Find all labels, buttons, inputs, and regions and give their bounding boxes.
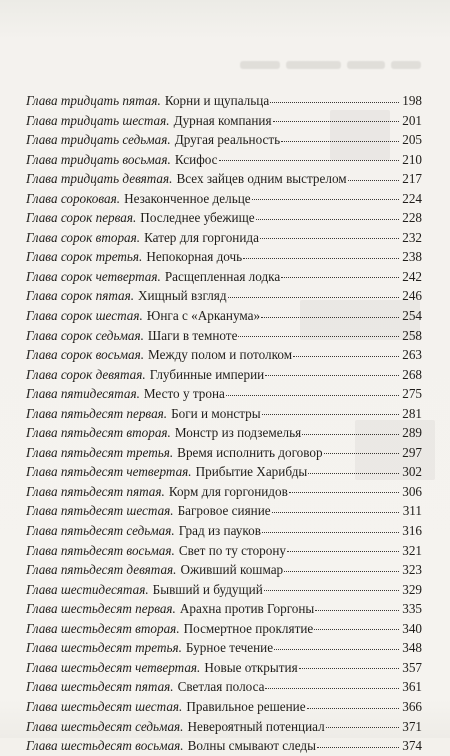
chapter-title: Время исполнить договор	[177, 444, 323, 460]
toc-entry	[26, 169, 422, 189]
toc-entry	[26, 619, 422, 639]
page-number: 329	[402, 581, 422, 597]
dot-leader	[264, 590, 399, 591]
page-number: 289	[402, 425, 422, 441]
chapter-title: Корм для горгонидов	[168, 483, 288, 499]
dot-leader	[293, 356, 399, 357]
page-number: 335	[402, 601, 422, 617]
chapter-title: Глубинные империи	[149, 366, 265, 382]
toc-entry	[26, 501, 422, 521]
page-number: 217	[402, 171, 422, 187]
page-number: 201	[402, 112, 422, 128]
chapter-title: Оживший кошмар	[180, 562, 284, 578]
chapter-number: Глава шестьдесят шестая.	[26, 698, 183, 714]
page-number: 316	[402, 523, 422, 539]
toc-entry	[26, 384, 422, 404]
chapter-number: Глава пятьдесят третья.	[26, 444, 174, 460]
toc-entry	[26, 111, 422, 131]
page-number: 205	[402, 132, 422, 148]
chapter-title: Ксифос	[174, 151, 218, 167]
page-number: 210	[402, 151, 422, 167]
chapter-title: Посмертное проклятие	[183, 620, 314, 636]
chapter-title: Монстр из подземелья	[174, 425, 302, 441]
page-number: 254	[402, 308, 422, 324]
toc-entry	[26, 423, 422, 443]
page-number: 263	[402, 347, 422, 363]
dot-leader	[289, 492, 399, 493]
chapter-title: Невероятный потенциал	[187, 718, 325, 734]
page-number: 348	[402, 640, 422, 656]
bleed-through-header	[240, 56, 430, 78]
chapter-number: Глава сорок восьмая.	[26, 347, 145, 363]
toc-entry	[26, 365, 422, 385]
dot-leader	[261, 317, 399, 318]
chapter-number: Глава шестьдесят третья.	[26, 640, 182, 656]
dot-leader	[265, 688, 399, 689]
dot-leader	[287, 551, 399, 552]
chapter-number: Глава тридцать девятая.	[26, 171, 173, 187]
page-number: 366	[402, 698, 422, 714]
chapter-title: Град из пауков	[178, 523, 261, 539]
page-number: 198	[402, 93, 422, 108]
chapter-number: Глава сорок третья.	[26, 249, 143, 265]
toc-entry	[26, 228, 422, 248]
chapter-number: Глава тридцать шестая.	[26, 112, 170, 128]
toc-entry	[26, 247, 422, 267]
toc-entry	[26, 404, 422, 424]
chapter-title: Волны смывают следы	[187, 738, 316, 754]
chapter-number: Глава пятьдесят шестая.	[26, 503, 174, 519]
chapter-number: Глава сорок девятая.	[26, 366, 146, 382]
toc-entry	[26, 462, 422, 482]
chapter-title: Катер для горгонида	[144, 229, 259, 245]
page-number: 224	[402, 190, 422, 206]
chapter-number: Глава пятьдесят первая.	[26, 405, 168, 421]
chapter-number: Глава шестьдесят пятая.	[26, 679, 174, 695]
page-number: 275	[402, 386, 422, 402]
toc-entry	[26, 130, 422, 150]
toc-entry	[26, 599, 422, 619]
page-number: 281	[402, 405, 422, 421]
chapter-title: Между полом и потолком	[148, 347, 293, 363]
page-number: 297	[402, 444, 422, 460]
chapter-title: Шаги в темноте	[147, 327, 238, 343]
table-of-contents	[26, 91, 422, 756]
chapter-title: Хищный взгляд	[138, 288, 227, 304]
toc-entry	[26, 326, 422, 346]
chapter-title: Бывший и будущий	[152, 581, 263, 597]
chapter-title: Юнга с «Арканума»	[146, 308, 261, 324]
page-number: 357	[402, 659, 422, 675]
dot-leader	[238, 336, 399, 337]
chapter-number: Глава шестьдесят вторая.	[26, 620, 180, 636]
chapter-title: Корни и щупальца	[164, 93, 270, 108]
chapter-title: Незаконченное дельце	[124, 190, 251, 206]
toc-entry	[26, 697, 422, 717]
chapter-number: Глава сорок шестая.	[26, 308, 143, 324]
chapter-number: Глава тридцать пятая.	[26, 93, 161, 108]
dot-leader	[281, 141, 399, 142]
dot-leader	[270, 102, 399, 103]
chapter-title: Дурная компания	[173, 112, 272, 128]
toc-entry	[26, 580, 422, 600]
toc-entry	[26, 658, 422, 678]
chapter-number: Глава пятьдесят пятая.	[26, 483, 165, 499]
page-number: 302	[402, 464, 422, 480]
toc-entry	[26, 443, 422, 463]
dot-leader	[219, 160, 399, 161]
page-number: 323	[402, 562, 422, 578]
dot-leader	[314, 629, 399, 630]
page-number: 374	[402, 738, 422, 754]
chapter-number: Глава сорок четвертая.	[26, 268, 161, 284]
chapter-number: Глава пятьдесят седьмая.	[26, 523, 175, 539]
chapter-number: Глава пятьдесят четвертая.	[26, 464, 192, 480]
chapter-title: Расщепленная лодка	[164, 268, 281, 284]
page-number: 258	[402, 327, 422, 343]
dot-leader	[317, 747, 399, 748]
chapter-title: Всех зайцев одним выстрелом	[176, 171, 347, 187]
chapter-title: Свет по ту сторону	[178, 542, 287, 558]
dot-leader	[252, 199, 399, 200]
dot-leader	[315, 610, 399, 611]
toc-entry	[26, 482, 422, 502]
chapter-title: Правильное решение	[186, 698, 306, 714]
dot-leader	[348, 180, 399, 181]
chapter-number: Глава пятьдесят девятая.	[26, 562, 177, 578]
page-number: 311	[402, 503, 422, 519]
toc-entry	[26, 150, 422, 170]
dot-leader	[299, 668, 399, 669]
chapter-number: Глава шестьдесят четвертая.	[26, 659, 201, 675]
dot-leader	[324, 453, 399, 454]
chapter-number: Глава пятьдесят вторая.	[26, 425, 171, 441]
chapter-title: Новые открытия	[204, 659, 298, 675]
chapter-title: Непокорная дочь	[146, 249, 243, 265]
chapter-number: Глава шестидесятая.	[26, 581, 149, 597]
chapter-number: Глава шестьдесят восьмая.	[26, 738, 184, 754]
toc-entry	[26, 560, 422, 580]
toc-entry	[26, 345, 422, 365]
chapter-title: Другая реальность	[174, 132, 281, 148]
chapter-number: Глава пятьдесят восьмая.	[26, 542, 175, 558]
chapter-number: Глава сорок первая.	[26, 210, 137, 226]
chapter-title: Прибытие Харибды	[195, 464, 308, 480]
page-number: 232	[402, 229, 422, 245]
chapter-title: Багровое сияние	[177, 503, 271, 519]
chapter-title: Светлая полоса	[177, 679, 265, 695]
dot-leader	[260, 238, 399, 239]
page-number: 246	[402, 288, 422, 304]
page-number: 340	[402, 620, 422, 636]
toc-entry	[26, 638, 422, 658]
toc-entry	[26, 306, 422, 326]
chapter-number: Глава сорок вторая.	[26, 229, 141, 245]
page-number: 371	[402, 718, 422, 734]
dot-leader	[274, 649, 399, 650]
toc-entry	[26, 208, 422, 228]
chapter-number: Глава сорок седьмая.	[26, 327, 144, 343]
page-number: 268	[402, 366, 422, 382]
dot-leader	[273, 121, 399, 122]
page-number: 242	[402, 268, 422, 284]
dot-leader	[326, 727, 399, 728]
dot-leader	[243, 258, 399, 259]
chapter-title: Последнее убежище	[140, 210, 255, 226]
page-number: 321	[402, 542, 422, 558]
toc-entry	[26, 541, 422, 561]
toc-entry	[26, 91, 422, 111]
chapter-number: Глава шестьдесят седьмая.	[26, 718, 184, 734]
toc-entry	[26, 286, 422, 306]
chapter-number: Глава пятидесятая.	[26, 386, 140, 402]
chapter-title: Арахна против Горгоны	[179, 601, 315, 617]
chapter-number: Глава сорок пятая.	[26, 288, 135, 304]
chapter-number: Глава сороковая.	[26, 190, 121, 206]
toc-entry	[26, 521, 422, 541]
dot-leader	[262, 414, 399, 415]
toc-entry	[26, 189, 422, 209]
chapter-title: Место у трона	[143, 386, 225, 402]
toc-entry	[26, 677, 422, 697]
toc-entry	[26, 267, 422, 287]
dot-leader	[284, 571, 399, 572]
dot-leader	[302, 434, 399, 435]
chapter-number: Глава тридцать седьмая.	[26, 132, 171, 148]
dot-leader	[281, 277, 399, 278]
dot-leader	[265, 375, 399, 376]
page-number: 228	[402, 210, 422, 226]
chapter-title: Бурное течение	[185, 640, 274, 656]
dot-leader	[307, 708, 399, 709]
dot-leader	[256, 219, 399, 220]
dot-leader	[262, 532, 399, 533]
page-number: 238	[402, 249, 422, 265]
dot-leader	[308, 473, 399, 474]
chapter-number: Глава тридцать восьмая.	[26, 151, 171, 167]
page-number: 306	[402, 483, 422, 499]
toc-entry	[26, 717, 422, 737]
chapter-number: Глава шестьдесят первая.	[26, 601, 176, 617]
chapter-title: Боги и монстры	[171, 405, 261, 421]
toc-entry	[26, 736, 422, 756]
dot-leader	[228, 297, 399, 298]
dot-leader	[226, 395, 399, 396]
dot-leader	[272, 512, 399, 513]
page-number: 361	[402, 679, 422, 695]
